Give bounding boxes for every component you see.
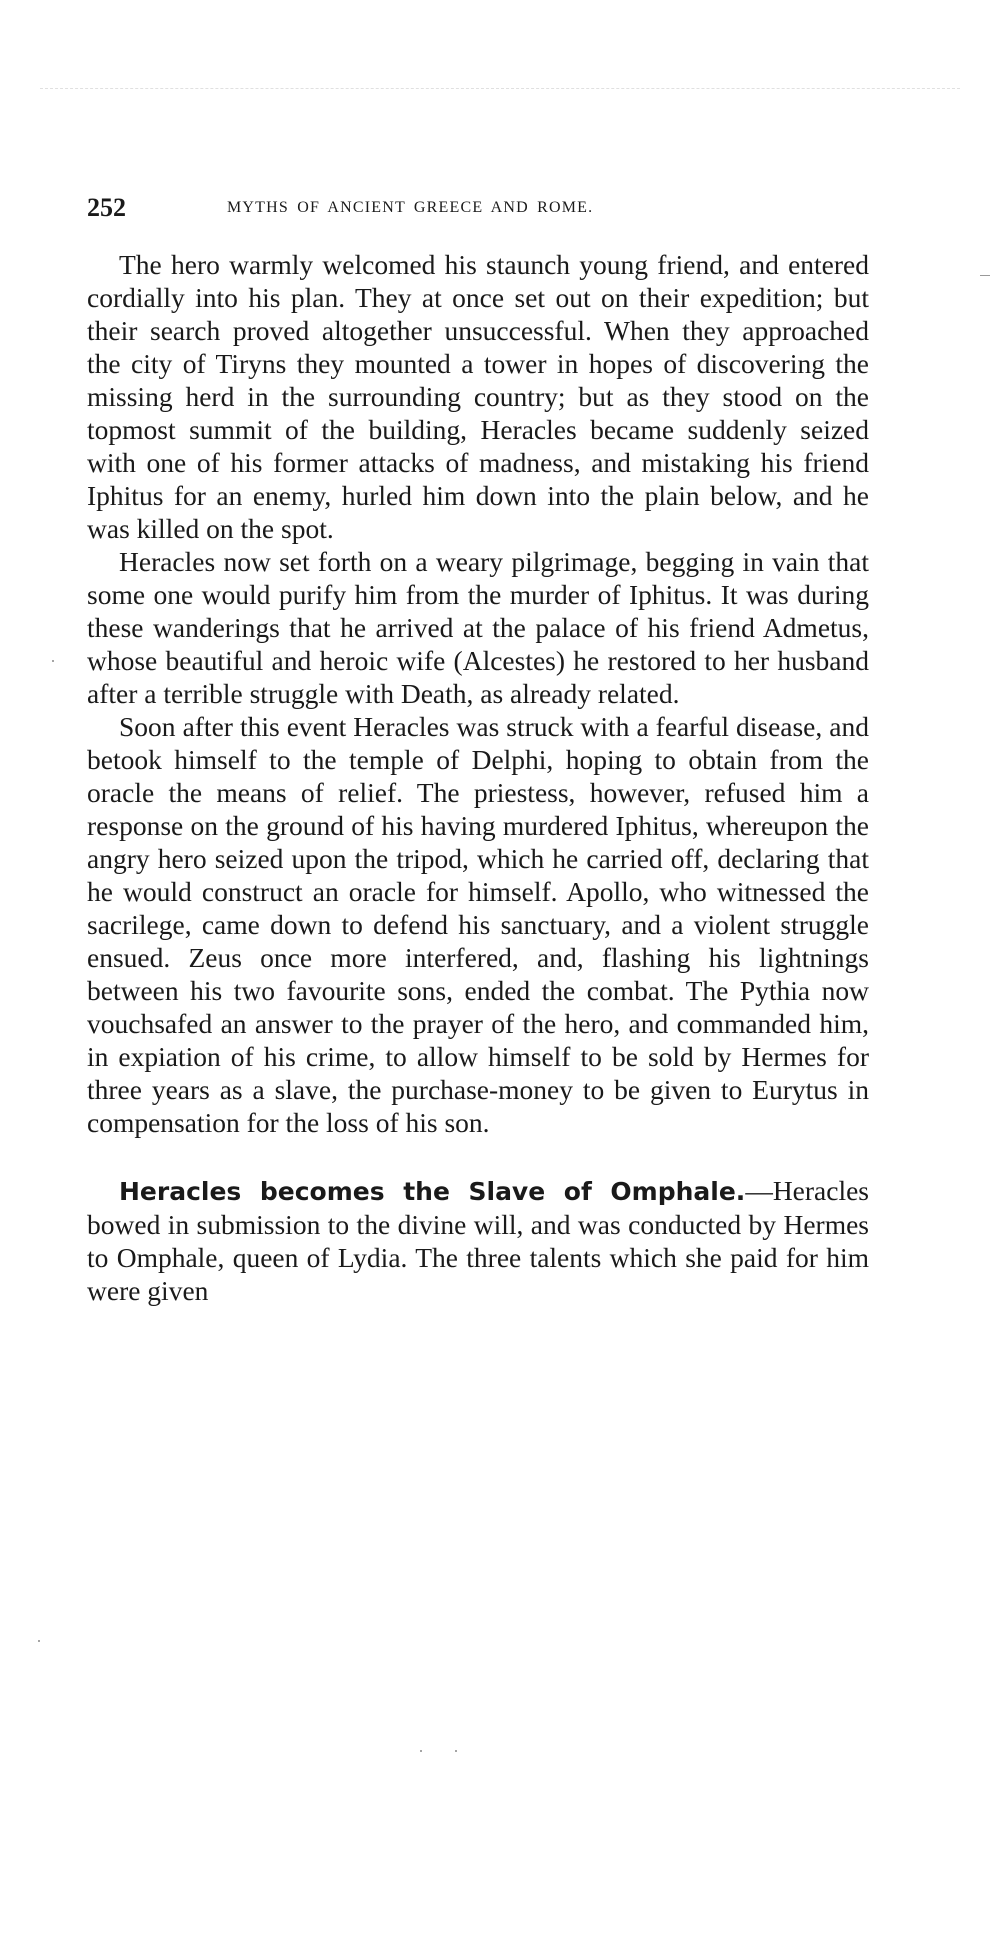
running-title: MYTHS OF ANCIENT GREECE AND ROME. [227,199,594,216]
body-text [87,248,869,1307]
scan-speck [420,1750,422,1752]
page-header [87,193,869,223]
section-paragraph [87,1174,869,1307]
paragraph: Soon after this event Heracles was struck with a fearful disease, and betook himself to the temple of Delphi, hoping to obtain from the oracle the means of relief. The priestess, however, refused him a response on the ground of his having murdered Iphitus, whereupon the angry hero seized upon the tripod, which he carried off, declaring that he would construct an oracle for himself. Apollo, who witnessed the sacrilege, came down to defend his sanctuary, and a violent struggle ensued. Zeus once more interfered, and, flashing his lightnings between his two favourite sons, ended the combat. The Pythia now vouchsafed an answer to the prayer of the hero, and commanded him, in expiation of his crime, to allow himself to be sold by Hermes for three years as a slave, the purchase-money to be given to Eurytus in compensation for the loss of his son. [87,711,869,1138]
scan-speck [455,1750,457,1752]
scan-speck [38,1640,40,1642]
scan-artifact-line [40,88,960,93]
paragraph: The hero warmly welcomed his staunch young friend, and entered cordially into his plan. They at once set out on their expedition; but their search proved altogether unsuccessful. When they approached the city of Tiryns they mounted a tower in hopes of discovering the missing herd in the surrounding country; but as they stood on the topmost summit of the building, Heracles became suddenly seized with one of his former attacks of madness, and mistaking his friend Iphitus for an enemy, hurled him down into the plain below, and he was killed on the spot. [87,249,869,544]
section-heading: Heracles becomes the Slave of Omphale. [119,1177,746,1206]
margin-mark [980,275,990,276]
paragraph: Heracles now set forth on a weary pilgrimage, begging in vain that some one would purify him from the murder of Iphitus. It was during these wanderings that he arrived at the palace of his friend Admetus, whose beautiful and heroic wife (Alcestes) he restored to her husband after a terrible struggle with Death, as already related. [87,546,869,709]
section-text: —Heracles bowed in submission to the divine will, and was conducted by Hermes to Omphale, queen of Lydia. The three talents which she paid for him were given [87,1175,869,1306]
scan-speck [52,660,54,662]
page-number: 252 [87,193,126,222]
